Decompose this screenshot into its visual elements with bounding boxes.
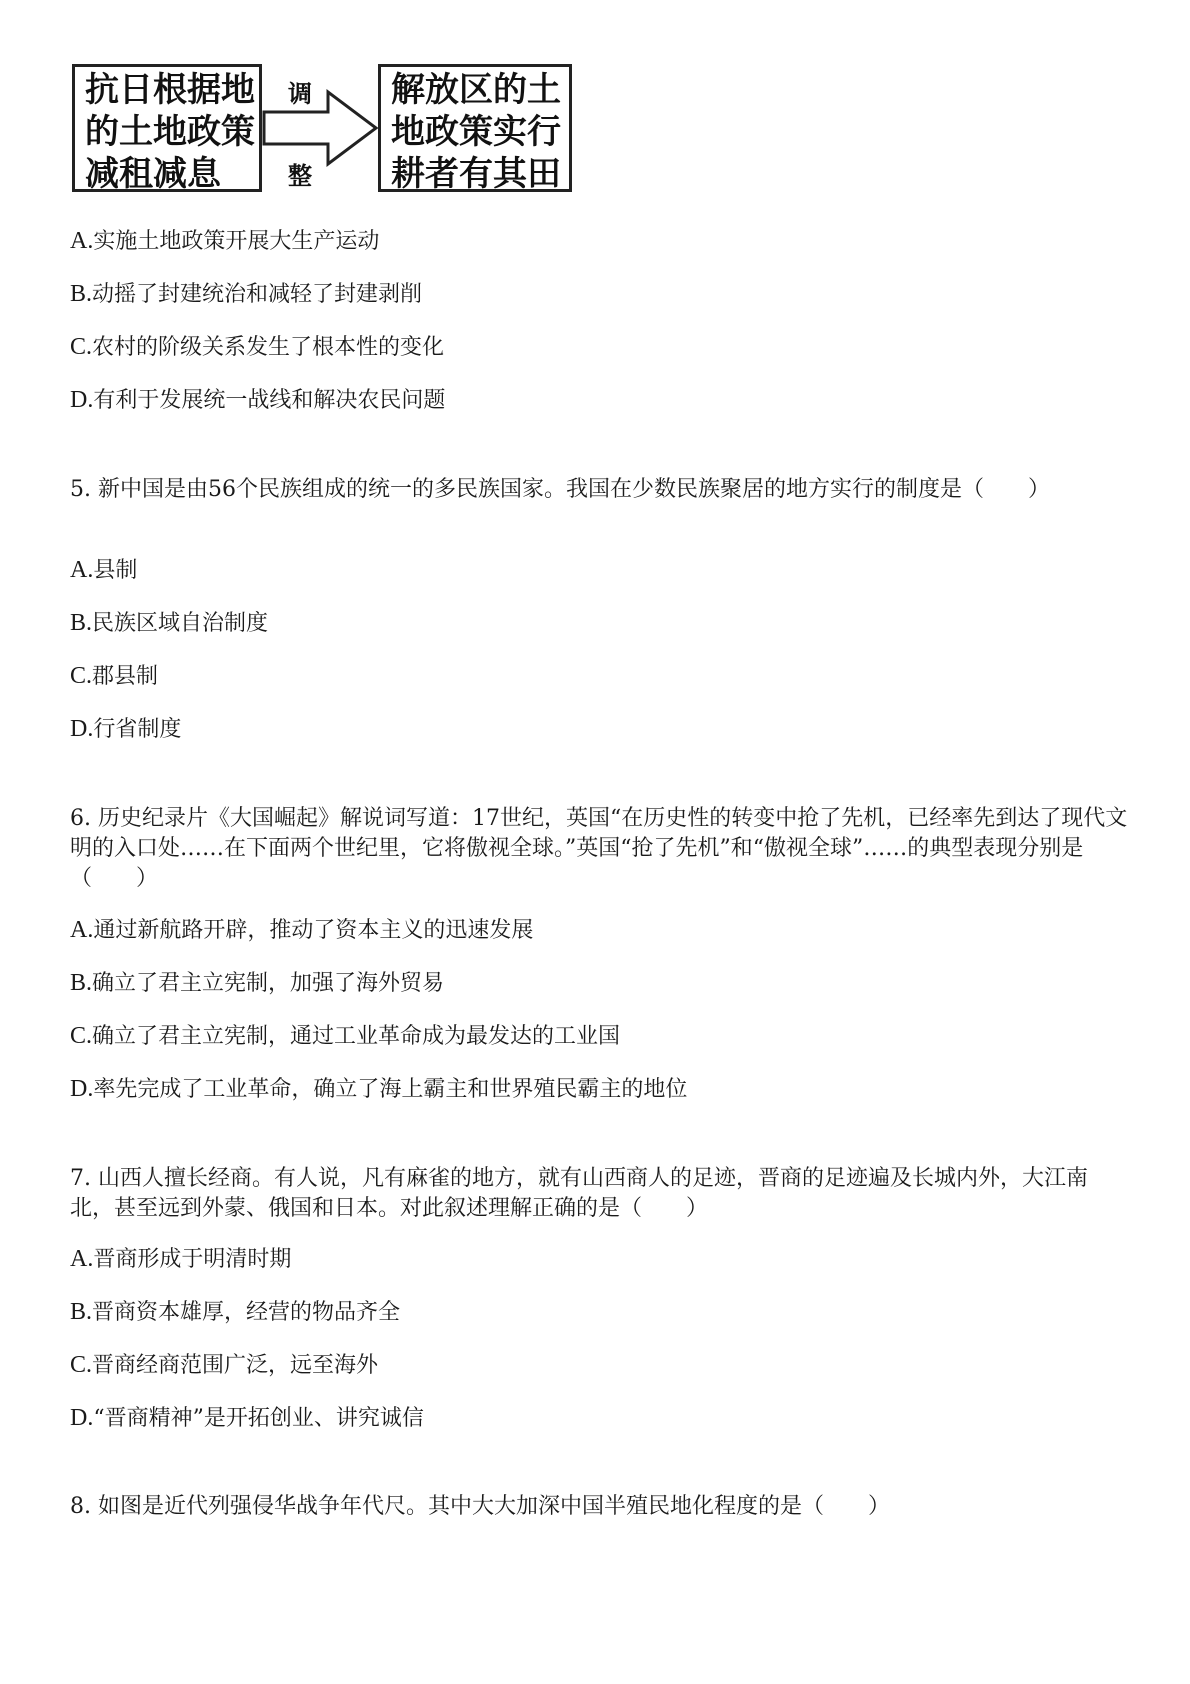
q7-option-b bbox=[70, 1297, 400, 1328]
diagram-right-line: 耕者有其田 bbox=[391, 154, 561, 194]
option-text: 率先完成了工业革命，确立了海上霸主和世界殖民霸主的地位 bbox=[93, 1077, 688, 1102]
option-letter: B. bbox=[70, 281, 93, 307]
option-letter: C. bbox=[70, 334, 93, 360]
option-text: 确立了君主立宪制，通过工业革命成为最发达的工业国 bbox=[92, 1024, 621, 1049]
option-text: 动摇了封建统治和减轻了封建剥削 bbox=[92, 282, 423, 307]
q7-option-d bbox=[70, 1403, 424, 1434]
option-text: 县制 bbox=[93, 558, 138, 583]
option-letter: C. bbox=[70, 1023, 93, 1049]
q7-stem: 7. 山西人擅长经商。有人说，凡有麻雀的地方，就有山西商人的足迹，晋商的足迹遍及长城内外，大江南北，甚至远到外蒙、俄国和日本。对此叙述理解正确的是（ ） bbox=[70, 1166, 1088, 1221]
option-text: 确立了君主立宪制，加强了海外贸易 bbox=[92, 971, 445, 996]
q4-option-b bbox=[70, 279, 422, 310]
q6-option-a bbox=[70, 915, 533, 946]
q5-option-a bbox=[70, 555, 137, 586]
option-letter: B. bbox=[70, 610, 93, 636]
option-letter: B. bbox=[70, 1299, 93, 1325]
q7-option-c bbox=[70, 1350, 378, 1381]
option-letter: D. bbox=[70, 716, 94, 742]
option-letter: D. bbox=[70, 387, 94, 413]
option-text: 通过新航路开辟，推动了资本主义的迅速发展 bbox=[93, 918, 534, 943]
option-text: 郡县制 bbox=[92, 664, 159, 689]
q5-stem: 5. 新中国是由56个民族组成的统一的多民族国家。我国在少数民族聚居的地方实行的制度是（ ） bbox=[70, 477, 1050, 502]
q8-stem: 8. 如图是近代列强侵华战争年代尺。其中大大加深中国半殖民地化程度的是（ ） bbox=[70, 1494, 890, 1519]
diagram-left-box bbox=[72, 64, 262, 192]
q4-option-d bbox=[70, 385, 445, 416]
option-text: 实施土地政策开展大生产运动 bbox=[93, 229, 380, 254]
diagram-right-box bbox=[378, 64, 572, 192]
q7-option-a bbox=[70, 1244, 291, 1275]
q4-option-c bbox=[70, 332, 444, 363]
land-policy-diagram bbox=[72, 58, 582, 198]
option-letter: C. bbox=[70, 1352, 93, 1378]
q6-stem: 6. 历史纪录片《大国崛起》解说词写道：17世纪，英国“在历史性的转变中抢了先机，已经率先到达了现代文明的入口处……在下面两个世纪里，它将傲视全球。”英国“抢了先机”和“傲视全球”……的典型表现分别是（ ） bbox=[70, 806, 1128, 891]
option-text: 有利于发展统一战线和解决农民问题 bbox=[93, 388, 446, 413]
q4-option-a bbox=[70, 226, 379, 257]
arrow-label-top: 调 bbox=[288, 79, 312, 108]
q6-option-d bbox=[70, 1074, 687, 1105]
arrow-label-bottom: 整 bbox=[288, 161, 312, 190]
option-text: 农村的阶级关系发生了根本性的变化 bbox=[92, 335, 445, 360]
q6-option-c bbox=[70, 1021, 620, 1052]
q5-option-c bbox=[70, 661, 158, 692]
diagram-left-line: 的土地政策 bbox=[85, 112, 255, 152]
option-letter: D. bbox=[70, 1076, 94, 1102]
option-text: 晋商形成于明清时期 bbox=[93, 1247, 292, 1272]
option-letter: A. bbox=[70, 1246, 94, 1272]
option-text: 民族区域自治制度 bbox=[92, 611, 269, 636]
q6-option-b bbox=[70, 968, 444, 999]
arrow-right-icon bbox=[262, 58, 380, 198]
diagram-arrow bbox=[262, 58, 380, 198]
diagram-left-line: 抗日根据地 bbox=[85, 70, 255, 110]
option-letter: A. bbox=[70, 228, 94, 254]
option-letter: C. bbox=[70, 663, 93, 689]
option-text: 晋商资本雄厚，经营的物品齐全 bbox=[92, 1300, 401, 1325]
diagram-left-line: 减租减息 bbox=[85, 154, 221, 194]
option-letter: A. bbox=[70, 557, 94, 583]
option-letter: B. bbox=[70, 970, 93, 996]
q5-option-b bbox=[70, 608, 268, 639]
option-text: 行省制度 bbox=[93, 717, 182, 742]
diagram-right-line: 地政策实行 bbox=[391, 112, 561, 152]
diagram-right-line: 解放区的土 bbox=[391, 70, 561, 110]
option-text: “晋商精神”是开拓创业、讲究诚信 bbox=[93, 1406, 424, 1431]
q5-option-d bbox=[70, 714, 181, 745]
option-letter: D. bbox=[70, 1405, 94, 1431]
option-letter: A. bbox=[70, 917, 94, 943]
option-text: 晋商经商范围广泛，远至海外 bbox=[92, 1353, 379, 1378]
